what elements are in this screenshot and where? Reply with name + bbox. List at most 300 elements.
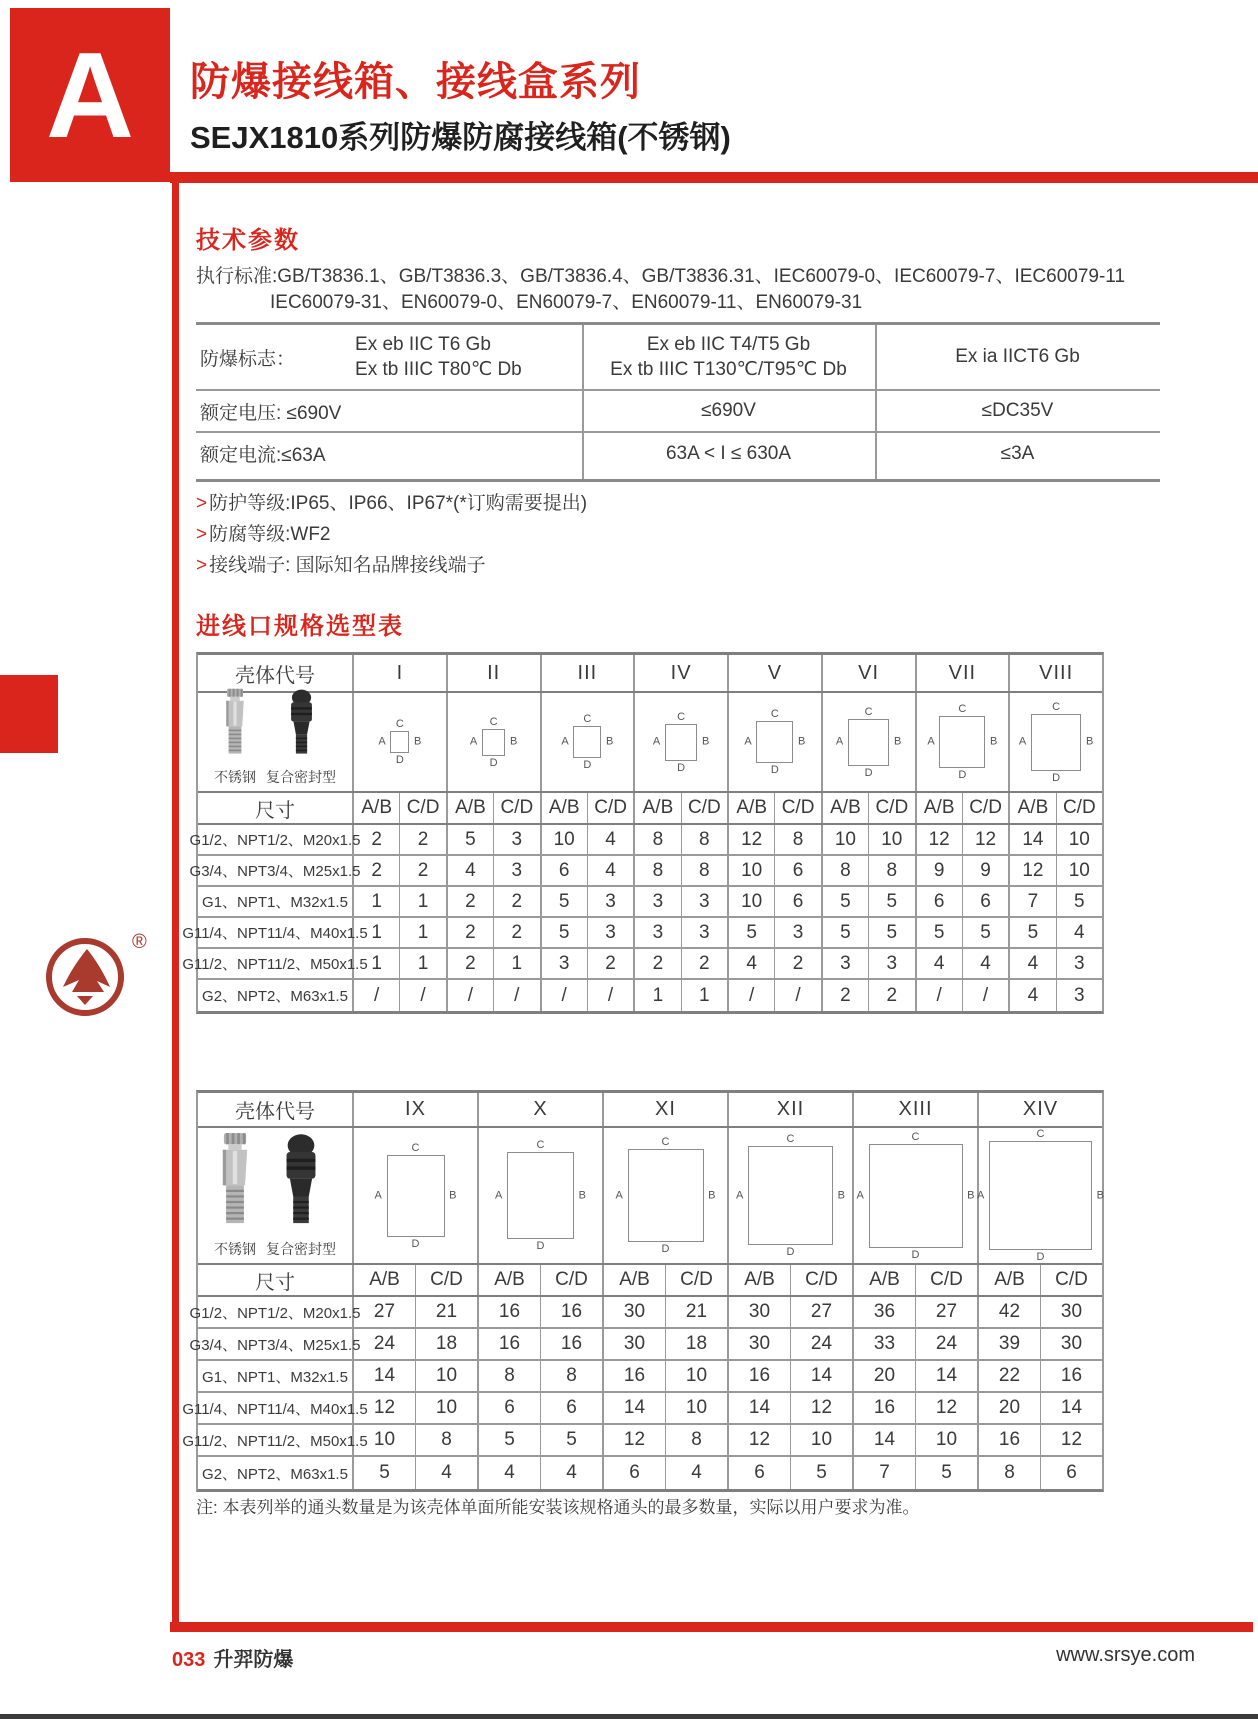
spec-data-row [198,1457,1102,1489]
spec-value-cell: 3 [635,918,681,947]
spec-value-cell: 27 [810,1301,833,1322]
spec-values-pair [729,825,823,854]
spec-value-cell: 2 [511,890,523,912]
spec-data-row [189,1329,1102,1361]
inlet-face-diagram [354,1128,477,1263]
spec-value-cell: 14 [854,1425,916,1455]
spec-values-pair [979,1457,1102,1489]
spec-values-pair [823,825,917,854]
spec-value-cell: 16 [604,1361,666,1391]
cable-gland-stainless-icon [220,688,250,765]
spec-values-pair [917,825,1011,854]
spec-value-cell: 5 [941,1462,952,1483]
spec-values-pair [354,1425,479,1455]
spec-value-cell: 6 [604,1457,666,1489]
size-subheader-pair [729,1265,854,1295]
spec-values-pair [479,1393,604,1423]
shell-code-header-cell: XI [604,1093,729,1126]
shell-code-corner-cell: 壳体代号 [198,1093,354,1126]
size-subheader-pair [823,793,917,823]
diagram-label-l: A [652,735,661,748]
diagram-label-r: B [414,735,422,748]
diagram-label-l: A [495,1189,503,1201]
spec-value-cell: 5 [886,890,898,912]
standards-line-1: 执行标准:GB/T3836.1、GB/T3836.3、GB/T3836.4、GB/T3836.31、IEC60079-0、IEC60079-7、IEC60079-11 [196,266,1126,287]
spec-value-cell: 10 [354,1425,416,1455]
ex-mark-col1: Ex eb IIC T6 Gb Ex tb IIIC T80℃ Db [355,334,522,380]
diagram-rect [378,718,422,766]
diagram-label-b: D [770,764,779,776]
spec-value-cell: 8 [699,828,710,850]
diagram-label-t: C [411,1141,420,1154]
spec-values-pair [448,825,542,854]
spec-value-cell: 7 [854,1457,916,1489]
spec-values-pair [979,1425,1102,1455]
size-subheader-cell: C/D [1055,1269,1088,1290]
spec-value-cell: 12 [1010,856,1056,885]
diagram-label-b: D [864,766,873,779]
bullet-corrosion-grade: > 防腐等级:WF2 [196,524,331,545]
thread-spec-label-cell: G1、NPT1、M32x1.5 [198,1361,354,1391]
diagram-row [198,693,1102,793]
diagram-label-t: C [583,713,592,725]
spec-value-cell: 5 [816,1462,827,1483]
diagram-label-r: B [606,735,614,748]
diagram-label-b: D [911,1248,920,1261]
diagram-rect [495,1138,586,1253]
spec-value-cell: 14 [1010,825,1056,854]
spec-values-pair [604,1361,729,1391]
svg-text:®: ® [132,931,147,953]
size-subheader-cell: C/D [594,797,627,818]
diagram-label-b: D [395,754,404,766]
spec-values-pair [542,918,636,947]
size-subheader-cell: A/B [729,1265,791,1295]
diagram-label-b: D [536,1240,545,1253]
spec-value-cell: / [607,984,614,1006]
spec-value-cell: 16 [979,1425,1041,1455]
section-letter: A [45,27,135,163]
page-title: 防爆接线箱、接线盒系列 [190,60,641,104]
shell-code-header-cell: VI [823,655,917,691]
spec-value-cell: 2 [605,952,616,974]
spec-value-cell: 2 [886,984,898,1006]
size-subheader-cell: C/D [687,797,721,818]
rated-voltage-row [196,391,1160,433]
spec-value-cell: 4 [691,1462,702,1483]
spec-values-pair [479,1297,604,1327]
spec-values-pair [854,1425,979,1455]
spec-value-cell: 30 [1060,1333,1083,1354]
inlet-face-diagram [729,693,821,791]
diagram-label-b: D [1036,1251,1045,1264]
spec-values-pair [542,949,636,978]
shell-code-header-cell: III [542,655,636,691]
size-subheader-cell: C/D [930,1269,963,1290]
composite-gland-figure [266,1132,336,1259]
spec-value-cell: 10 [935,1429,958,1450]
spec-values-pair [1010,856,1102,885]
diagram-label-l: A [736,1189,744,1201]
spec-value-cell: 30 [729,1297,791,1327]
tech-params-table [196,322,1160,482]
thread-spec-label-cell: G11/2、NPT11/2、M50x1.5 [198,1425,354,1455]
spec-values-pair [542,887,636,916]
spec-values-pair [354,1457,479,1489]
thread-spec-label-cell: G1/2、NPT1/2、M20x1.5 [198,825,354,854]
spec-data-row [182,1425,1102,1457]
diagram-label-t: C [677,710,686,723]
rated-voltage-cell-3: ≤DC35V [981,400,1054,421]
size-subheader-cell: A/B [917,793,963,823]
spec-data-row [182,949,1102,980]
diagram-label-l: A [469,735,478,748]
diagram-label-r: B [708,1189,716,1201]
spec-value-cell: 5 [479,1425,541,1455]
spec-value-cell: 3 [635,887,681,916]
cable-gland-composite-icon [278,1132,324,1237]
spec-data-row [182,918,1102,949]
spec-value-cell: 6 [1066,1462,1077,1483]
spec-value-cell: 2 [354,825,400,854]
spec-values-pair [354,1329,479,1359]
size-subheader-cell: A/B [479,1265,541,1295]
spec-value-cell: / [514,984,520,1006]
size-subheader-cell: C/D [1062,797,1096,818]
shell-code-header-cell: XIII [854,1093,979,1126]
rated-current-cell-2: 63A < I ≤ 630A [665,442,792,464]
diagram-rect [1018,700,1094,784]
spec-value-cell: 10 [542,825,588,854]
spec-value-cell: 16 [560,1301,583,1322]
thread-spec-label-cell: G1/2、NPT1/2、M20x1.5 [198,1297,354,1327]
spec-value-cell: / [542,980,588,1011]
tech-table-divider-1 [582,325,584,479]
spec-value-cell: 4 [605,828,616,850]
size-subheader-row [198,793,1102,825]
inlet-face-diagram [854,1128,977,1263]
spec-value-cell: 12 [1060,1429,1083,1450]
size-subheader-cell: C/D [781,797,815,818]
spec-values-pair [604,1457,729,1489]
spec-values-pair [729,1457,854,1489]
spec-values-pair [729,980,823,1011]
spec-value-cell: 3 [605,890,616,912]
thread-spec-label-cell: G11/4、NPT11/4、M40x1.5 [198,918,354,947]
spec-value-cell: 6 [479,1393,541,1423]
spec-value-cell: 2 [448,949,494,978]
spec-value-cell: 5 [566,1429,577,1450]
spec-value-cell: 14 [729,1393,791,1423]
inlet-face-diagram [354,693,446,791]
spec-values-pair [854,1361,979,1391]
diagram-label-r: B [510,735,518,748]
gland-caption: 复合密封型 [266,1241,336,1257]
spec-data-row [198,1361,1102,1393]
size-subheader-pair [979,1265,1102,1295]
feature-bullets [196,488,587,581]
spec-values-pair [635,856,729,885]
size-subheader-cell: C/D [555,1269,588,1290]
spec-value-cell: 24 [935,1333,958,1354]
spec-value-cell: 4 [1010,949,1056,978]
diagram-label-b: D [786,1245,795,1258]
diagram-label-l: A [615,1189,623,1201]
spec-values-pair [729,887,823,916]
size-subheader-cell: A/B [1010,793,1056,823]
spec-value-cell: 36 [854,1297,916,1327]
spec-value-cell: 24 [810,1333,833,1354]
diagram-label-l: A [374,1189,382,1201]
spec-value-cell: 8 [699,859,710,881]
spec-values-pair [1010,949,1102,978]
spec-value-cell: 3 [823,949,869,978]
spec-value-cell: 12 [729,1425,791,1455]
diagram-label-b: D [489,756,498,769]
spec-value-cell: 10 [685,1365,708,1386]
spec-value-cell: 4 [566,1462,577,1483]
spec-value-cell: / [420,984,426,1006]
spec-values-pair [729,1361,854,1391]
spec-value-cell: 1 [354,949,400,978]
spec-values-pair [823,980,917,1011]
size-subheader-pair [917,793,1011,823]
shell-code-header-cell: V [729,655,823,691]
spec-values-pair [354,1297,479,1327]
diagram-label-r: B [990,735,998,748]
spec-values-pair [354,856,448,885]
spec-values-pair [729,1425,854,1455]
spec-value-cell: 30 [604,1329,666,1359]
inlet-face-diagram-cell [729,693,823,791]
spec-values-pair [604,1393,729,1423]
spec-values-pair [854,1297,979,1327]
spec-value-cell: 8 [635,825,681,854]
spec-value-cell: 1 [417,921,429,943]
spec-values-pair [479,1425,604,1455]
page-bottom-rule [0,1714,1258,1719]
inlet-face-diagram-cell [354,1128,479,1263]
spec-value-cell: 18 [685,1333,708,1354]
diagram-label-t: C [395,718,404,730]
shell-code-header-cell: I [354,655,448,691]
spec-values-pair [354,918,448,947]
diagram-rect [652,710,710,774]
inlet-face-diagram [1010,693,1102,791]
spec-value-cell: 8 [792,828,804,850]
spec-value-cell: 12 [917,825,963,854]
spec-values-pair [604,1329,729,1359]
spec-value-cell: 4 [917,949,963,978]
inlet-face-diagram-cell [917,693,1011,791]
spec-data-row [198,980,1102,1011]
spec-value-cell: 10 [881,828,903,850]
inlet-face-diagram [635,693,727,791]
diagram-rect [856,1130,975,1261]
spec-value-cell: 1 [354,887,400,916]
diagram-label-t: C [489,715,498,728]
inlet-face-diagram-cell [979,1128,1102,1263]
spec-value-cell: 5 [1074,890,1085,912]
spec-value-cell: 30 [604,1297,666,1327]
spec-value-cell: 5 [354,1457,416,1489]
inlet-face-diagram-cell [604,1128,729,1263]
spec-values-pair [1010,980,1102,1011]
spec-value-cell: 7 [1010,887,1056,916]
spec-values-pair [729,1329,854,1359]
spec-value-cell: 27 [935,1301,958,1322]
spec-values-pair [479,1457,604,1489]
shell-code-header-cell: II [448,655,542,691]
spec-value-cell: 14 [1060,1397,1083,1418]
spec-value-cell: 1 [354,918,400,947]
inlet-face-diagram [917,693,1009,791]
inlet-face-diagram [479,1128,602,1263]
spec-values-pair [1010,918,1102,947]
left-red-rule [172,183,179,1622]
size-subheader-cell: A/B [854,1265,916,1295]
diagram-label-t: C [536,1138,545,1151]
inlet-spec-table-2 [182,1090,1104,1492]
spec-value-cell: 2 [511,921,523,943]
spec-value-cell: 4 [448,856,494,885]
diagram-rect [835,705,902,779]
diagram-label-t: C [958,703,967,715]
inlet-table-heading: 进线口规格选型表 [196,613,404,640]
size-subheader-pair [354,793,448,823]
size-subheader-row [198,1265,1102,1297]
size-subheader-pair [479,1265,604,1295]
diagram-label-r: B [449,1189,457,1201]
standards-line-2: IEC60079-31、EN60079-0、EN60079-7、EN60079-11、EN60079-31 [270,292,863,313]
size-subheader-pair [354,1265,479,1295]
shell-code-header-cell: VII [917,655,1011,691]
spec-values-pair [635,980,729,1011]
spec-value-cell: 20 [854,1361,916,1391]
diagram-label-b: D [411,1237,420,1250]
diagram-label-b: D [1052,771,1061,784]
spec-value-cell: 2 [448,887,494,916]
spec-values-pair [854,1393,979,1423]
tech-table-divider-2 [875,325,877,479]
spec-value-cell: 1 [511,952,523,974]
spec-value-cell: 2 [792,952,804,974]
bullet-arrow-icon: > [196,493,208,514]
bullet-terminal: > 接线端子: 国际知名品牌接线端子 [196,555,486,576]
inlet-face-diagram-cell [854,1128,979,1263]
standards-block [196,264,1160,316]
diagram-rect [561,713,614,771]
inlet-face-diagram-cell [635,693,729,791]
spec-value-cell: 3 [605,921,616,943]
diagram-label-t: C [911,1130,920,1143]
spec-values-pair [448,856,542,885]
spec-value-cell: 3 [542,949,588,978]
rated-voltage-cell-2: ≤690V [701,400,756,421]
spec-values-pair [1010,887,1102,916]
diagram-label-t: C [864,705,873,718]
spec-value-cell: 10 [1068,828,1090,850]
inlet-spec-table-1 [182,652,1104,1014]
diagram-label-l: A [561,735,569,748]
spec-value-cell: 1 [417,952,429,974]
standards-label: 执行标准: [196,266,278,287]
diagram-label-l: A [977,1189,985,1201]
diagram-label-l: A [1018,735,1027,748]
spec-values-pair [917,918,1011,947]
spec-values-pair [448,949,542,978]
spec-value-cell: 12 [974,828,997,850]
spec-data-row [198,887,1102,918]
size-subheader-pair [542,793,636,823]
spec-values-pair [635,949,729,978]
spec-values-pair [448,980,542,1011]
spec-values-pair [854,1457,979,1489]
spec-values-pair [542,980,636,1011]
spec-value-cell: 4 [605,859,616,881]
spec-value-cell: 30 [1060,1301,1083,1322]
spec-value-cell: 3 [699,921,710,943]
spec-value-cell: 5 [823,887,869,916]
inlet-face-diagram [448,693,540,791]
spec-value-cell: 6 [566,1397,577,1418]
spec-value-cell: 12 [729,825,775,854]
shell-code-header-cell: X [479,1093,604,1126]
spec-values-pair [354,825,448,854]
spec-values-pair [354,980,448,1011]
spec-value-cell: 8 [979,1457,1041,1489]
inlet-face-diagram-cell [729,1128,854,1263]
spec-value-cell: 8 [566,1365,577,1386]
spec-value-cell: 9 [980,859,991,881]
spec-value-cell: 10 [435,1397,458,1418]
spec-values-pair [542,856,636,885]
spec-values-pair [729,949,823,978]
spec-values-pair [979,1329,1102,1359]
diagram-label-l: A [378,735,386,748]
bullet-arrow-icon: > [196,524,208,545]
spec-value-cell: 2 [417,859,429,881]
spec-value-cell: / [795,984,801,1006]
diagram-label-r: B [967,1189,975,1201]
spec-values-pair [635,825,729,854]
spec-values-pair [604,1297,729,1327]
spec-values-pair [917,887,1011,916]
diagram-label-b: D [958,769,967,781]
spec-values-pair [823,887,917,916]
spec-values-pair [979,1393,1102,1423]
tech-params-heading: 技术参数 [196,227,300,254]
ex-mark-cell-3: Ex ia IICT6 Gb [955,346,1080,367]
spec-value-cell: 9 [917,856,963,885]
spec-value-cell: 4 [1010,980,1056,1011]
size-subheader-pair [729,793,823,823]
spec-value-cell: 20 [979,1393,1041,1423]
size-subheader-pair [604,1265,729,1295]
shell-code-header-cell: XIV [1022,1098,1059,1120]
spec-value-cell: 3 [511,859,523,881]
rated-current-cell-3: ≤3A [1000,442,1035,464]
spec-values-pair [823,949,917,978]
spec-value-cell: 5 [886,921,898,943]
spec-value-cell: 6 [917,887,963,916]
inlet-face-diagram [823,693,915,791]
spec-value-cell: / [354,980,400,1011]
spec-value-cell: 12 [810,1397,833,1418]
spec-value-cell: 8 [823,856,869,885]
diagram-label-l: A [856,1189,864,1201]
spec-values-pair [917,856,1011,885]
